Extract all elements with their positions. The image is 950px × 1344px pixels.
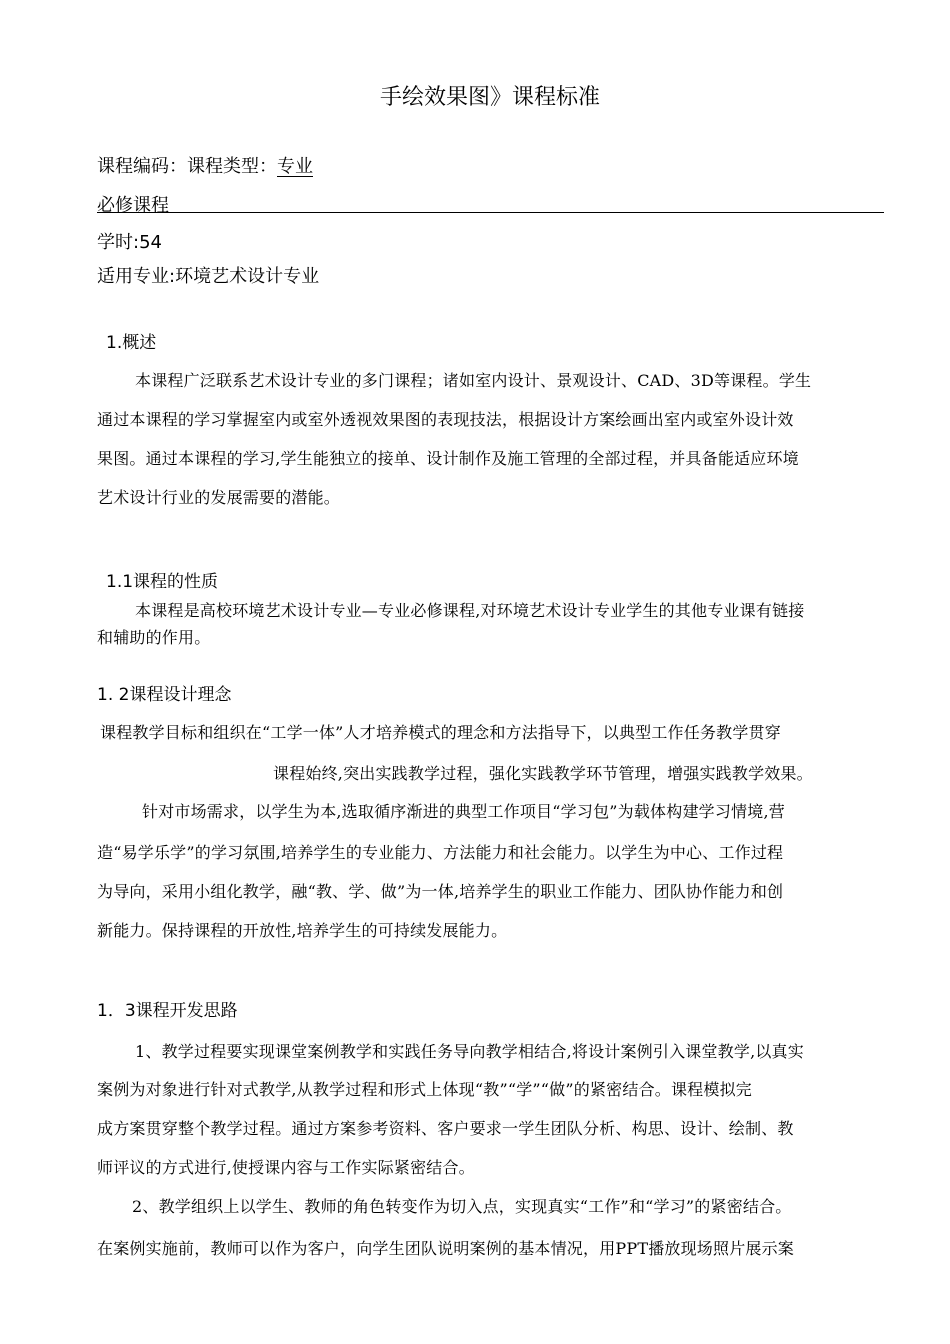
paragraph-line: 造“易学乐学”的学习氛围,培养学生的专业能力、方法能力和社会能力。以学生为中心、工作过程: [97, 843, 784, 862]
course-type-continued: 必修课程: [97, 195, 169, 216]
section-heading-nature: 1.1课程的性质: [106, 572, 219, 592]
paragraph-line: 和辅助的作用。: [97, 628, 211, 647]
paragraph-line: 2、教学组织上以学生、教师的角色转变作为切入点，实现真实“工作”和“学习”的紧密结合。: [132, 1197, 792, 1216]
section-heading-design-concept: 1. 2课程设计理念: [97, 685, 232, 705]
section-heading-development: 1．3课程开发思路: [97, 1001, 238, 1021]
applicable-major: 适用专业:环境艺术设计专业: [97, 266, 320, 287]
paragraph-line: 课程始终,突出实践教学过程，强化实践教学环节管理，增强实践教学效果。: [273, 764, 813, 783]
course-type-value: 专业: [277, 156, 313, 177]
paragraph-line: 本课程是高校环境艺术设计专业—专业必修课程,对环境艺术设计专业学生的其他专业课有链接: [135, 601, 805, 620]
paragraph-line: 1、教学过程要实现课堂案例教学和实践任务导向教学相结合,将设计案例引入课堂教学,以真实: [135, 1042, 804, 1061]
paragraph-line: 师评议的方式进行,使授课内容与工作实际紧密结合。: [97, 1158, 475, 1177]
paragraph-line: 果图。通过本课程的学习,学生能独立的接单、设计制作及施工管理的全部过程，并具备能适应环境: [97, 449, 799, 468]
section-heading-overview: 1.概述: [106, 333, 157, 353]
course-code-type-label: 课程编码：课程类型：: [97, 156, 277, 177]
course-code-type-line: [97, 152, 313, 178]
paragraph-line: 通过本课程的学习掌握室内或室外透视效果图的表现技法，根据设计方案绘画出室内或室外设计效: [97, 410, 794, 429]
paragraph-line: 为导向，采用小组化教学，融“教、学、做”为一体,培养学生的职业工作能力、团队协作能力和创: [97, 882, 784, 901]
paragraph-line: 艺术设计行业的发展需要的潜能。: [97, 488, 341, 507]
course-hours: 学时:54: [97, 232, 162, 253]
paragraph-line: 在案例实施前，教师可以作为客户，向学生团队说明案例的基本情况，用PPT播放现场照片展示案: [97, 1239, 795, 1258]
paragraph-line: 成方案贯穿整个教学过程。通过方案参考资料、客户要求一学生团队分析、构思、设计、绘制、教: [97, 1119, 794, 1138]
paragraph-line: 本课程广泛联系艺术设计专业的多门课程；诸如室内设计、景观设计、CAD、3D等课程。学生: [135, 371, 812, 390]
paragraph-line: 针对市场需求，以学生为本,选取循序渐进的典型工作项目“学习包”为载体构建学习情境,营: [142, 802, 785, 821]
paragraph-line: 新能力。保持课程的开放性,培养学生的可持续发展能力。: [97, 921, 508, 940]
underline-rule: [97, 212, 884, 213]
page-title: 手绘效果图》课程标准: [379, 85, 600, 110]
paragraph-line: 课程教学目标和组织在“工学一体”人才培养模式的理念和方法指导下，以典型工作任务教学贯穿: [100, 723, 781, 742]
paragraph-line: 案例为对象进行针对式教学,从教学过程和形式上体现“教”“学”“做”的紧密结合。课程模拟完: [97, 1080, 752, 1099]
